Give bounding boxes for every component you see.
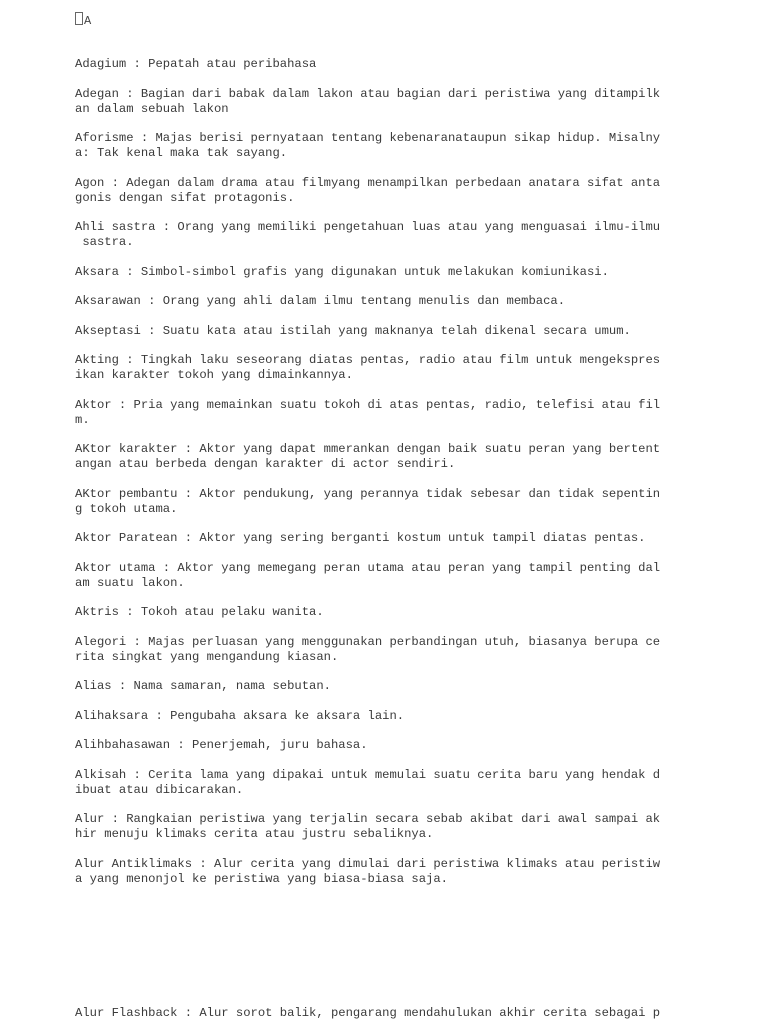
header-letter: A — [84, 14, 92, 28]
glossary-entry-line: ibuat atau dibicarakan. — [75, 782, 244, 797]
glossary-entry-line: a yang menonjol ke peristiwa yang biasa-biasa saja. — [75, 871, 448, 886]
glossary-entry — [75, 176, 695, 206]
glossary-entry-line: Akting : Tingkah laku seseorang diatas pentas, radio atau film untuk mengekspres — [75, 353, 661, 367]
glossary-entry-line: Alegori : Majas perluasan yang menggunakan perbandingan utuh, biasanya berupa ce — [75, 634, 661, 649]
glossary-entry-line: Alkisah : Cerita lama yang dipakai untuk memulai suatu cerita baru yang hendak d — [75, 767, 661, 782]
glossary-entry-line: Alihaksara : Pengubaha aksara ke aksara lain. — [75, 708, 405, 723]
glossary-entry — [75, 353, 695, 383]
glossary-entry-line: Aksarawan : Orang yang ahli dalam ilmu tentang menulis dan membaca. — [75, 294, 566, 308]
glossary-entry — [75, 131, 695, 161]
glossary-entry-cutoff: Alur Flashback : Alur sorot balik, pengarang mendahulukan akhir cerita sebagai p — [75, 1006, 661, 1020]
glossary-entry-line: Adagium : Pepatah atau peribahasa — [75, 57, 317, 71]
glossary-entry — [75, 679, 695, 694]
glossary-entry — [75, 531, 695, 546]
glossary-entry-line: ikan karakter tokoh yang dimainkannya. — [75, 368, 353, 382]
page-header-mark — [75, 12, 91, 29]
glossary-entry-line: Alihbahasawan : Penerjemah, juru bahasa. — [75, 738, 368, 752]
glossary-entry-line: Aktor : Pria yang memainkan suatu tokoh di atas pentas, radio, telefisi atau fil — [75, 397, 661, 412]
glossary-entry-line: sastra. — [75, 235, 134, 249]
glossary-entry-line: gonis dengan sifat protagonis. — [75, 190, 295, 205]
glossary-entry — [75, 87, 695, 117]
glossary-entry-line: AKtor pembantu : Aktor pendukung, yang perannya tidak sebesar dan tidak sepentin — [75, 486, 661, 501]
glossary-entry — [75, 324, 695, 339]
glossary-entry-line: Alur : Rangkaian peristiwa yang terjalin secara sebab akibat dari awal sampai ak — [75, 812, 661, 826]
missing-glyph-box — [75, 12, 83, 25]
glossary-entry-line: an dalam sebuah lakon — [75, 101, 229, 116]
glossary-entries — [75, 57, 695, 901]
glossary-entry-line: Aktor utama : Aktor yang memegang peran utama atau peran yang tampil penting dal — [75, 560, 661, 575]
glossary-entry-line: Aforisme : Majas berisi pernyataan tentang kebenaranataupun sikap hidup. Misalny — [75, 131, 661, 145]
glossary-entry — [75, 605, 695, 620]
glossary-entry-line: Alur Antiklimaks : Alur cerita yang dimulai dari peristiwa klimaks atau peristiw — [75, 856, 661, 871]
glossary-entry-line: am suatu lakon. — [75, 575, 185, 590]
glossary-entry-line: AKtor karakter : Aktor yang dapat mmerankan dengan baik suatu peran yang bertent — [75, 442, 661, 456]
glossary-entry-line: g tokoh utama. — [75, 501, 178, 516]
glossary-entry-line: hir menuju klimaks cerita atau justru sebaliknya. — [75, 827, 434, 841]
glossary-entry — [75, 709, 695, 724]
glossary-entry-line: Aktor Paratean : Aktor yang sering berganti kostum untuk tampil diatas pentas. — [75, 531, 646, 545]
glossary-entry-line: angan atau berbeda dengan karakter di actor sendiri. — [75, 457, 456, 471]
glossary-entry — [75, 220, 695, 250]
glossary-entry — [75, 294, 695, 309]
glossary-entry — [75, 57, 695, 72]
glossary-entry-line: Aktris : Tokoh atau pelaku wanita. — [75, 605, 324, 619]
glossary-entry-line: Ahli sastra : Orang yang memiliki pengetahuan luas atau yang menguasai ilmu-ilmu — [75, 220, 661, 234]
glossary-entry — [75, 768, 695, 798]
glossary-entry-line: Alias : Nama samaran, nama sebutan. — [75, 679, 331, 693]
glossary-entry — [75, 265, 695, 280]
glossary-entry — [75, 635, 695, 665]
glossary-entry-line: Adegan : Bagian dari babak dalam lakon atau bagian dari peristiwa yang ditampilk — [75, 86, 661, 101]
glossary-entry — [75, 487, 695, 517]
glossary-entry — [75, 398, 695, 428]
glossary-entry-line: Akseptasi : Suatu kata atau istilah yang maknanya telah dikenal secara umum. — [75, 323, 631, 338]
glossary-entry-line: a: Tak kenal maka tak sayang. — [75, 146, 288, 160]
glossary-entry — [75, 561, 695, 591]
glossary-entry — [75, 442, 695, 472]
glossary-entry — [75, 857, 695, 887]
glossary-entry-line: Agon : Adegan dalam drama atau filmyang menampilkan perbedaan anatara sifat anta — [75, 175, 661, 190]
glossary-entry — [75, 738, 695, 753]
glossary-entry-line: rita singkat yang mengandung kiasan. — [75, 649, 339, 664]
glossary-entry — [75, 812, 695, 842]
glossary-entry-line: Aksara : Simbol-simbol grafis yang digunakan untuk melakukan komiunikasi. — [75, 264, 609, 279]
glossary-entry-line: m. — [75, 412, 90, 427]
